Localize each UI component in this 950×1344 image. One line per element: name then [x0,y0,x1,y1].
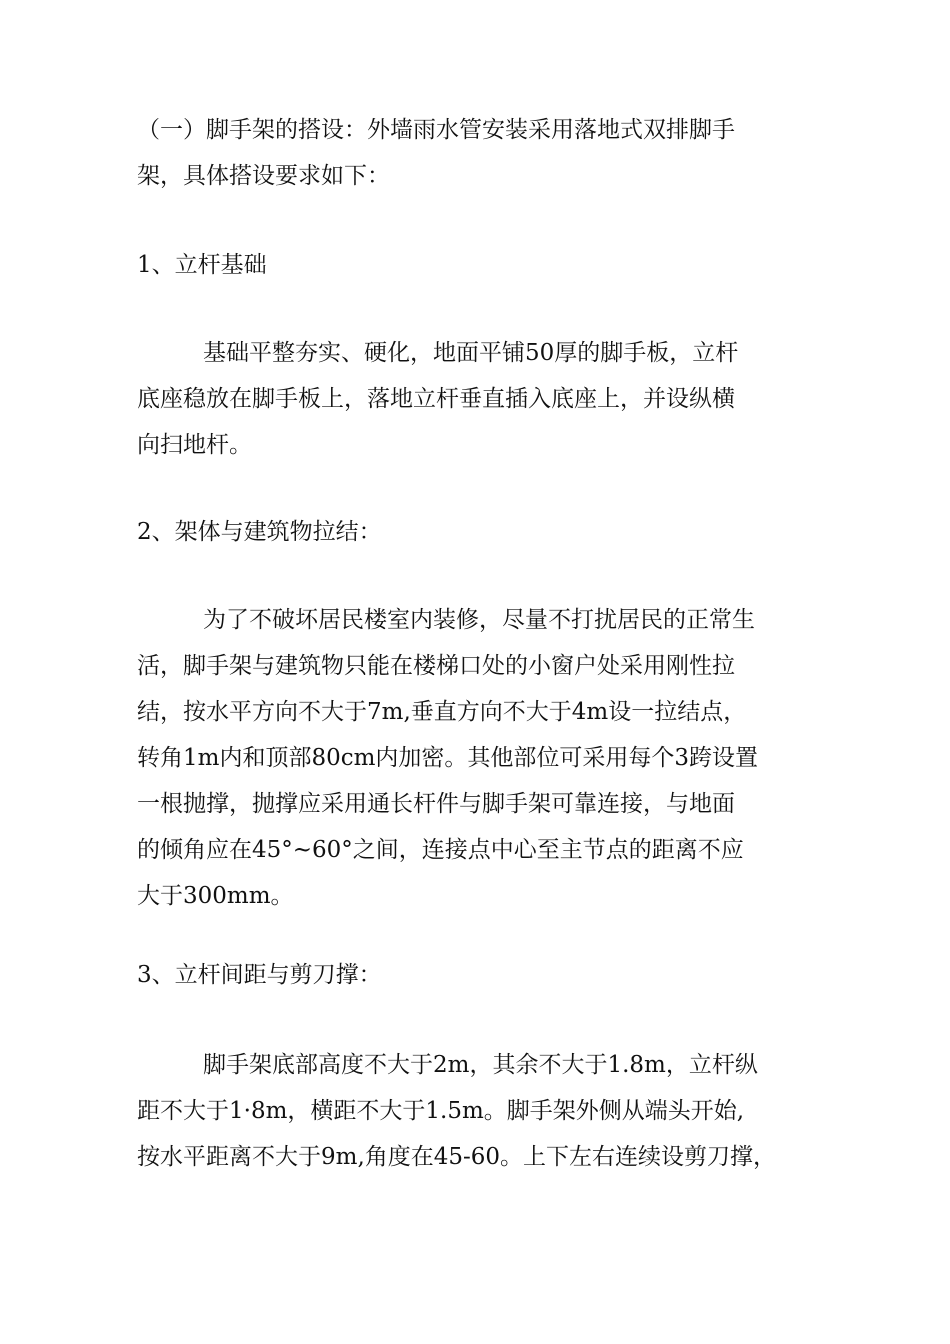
text-line: 架，具体搭设要求如下： [137,163,390,189]
text-line: 为了不破坏居民楼室内装修，尽量不打扰居民的正常生 [203,607,755,633]
text-line: 大于300mm。 [137,883,294,909]
paragraph-1 [137,330,827,468]
heading-text: 2、架体与建筑物拉结： [137,519,382,545]
text-line: 底座稳放在脚手板上，落地立杆垂直插入底座上，并设纵横 [137,386,735,412]
text-line: 转角1m内和顶部80cm内加密。其他部位可采用每个3跨设置 [137,745,759,771]
text-line: 按水平距离不大于9m,角度在45-60。上下左右连续设剪刀撑， [137,1144,777,1170]
section-intro-paragraph [137,107,827,199]
heading-1 [137,242,827,288]
paragraph-3 [137,1042,827,1180]
text-line: 向扫地杆。 [137,432,252,458]
paragraph-2 [137,597,827,919]
heading-text: 3、立杆间距与剪刀撑： [137,962,382,988]
text-line: 一根抛撑，抛撑应采用通长杆件与脚手架可靠连接，与地面 [137,791,735,817]
text-line: （一）脚手架的搭设：外墙雨水管安装采用落地式双排脚手 [137,117,735,143]
text-line: 结，按水平方向不大于7m,垂直方向不大于4m设一拉结点， [137,699,747,725]
text-line: 活，脚手架与建筑物只能在楼梯口处的小窗户处采用刚性拉 [137,653,735,679]
text-line: 距不大于1·8m，横距不大于1.5m。脚手架外侧从端头开始, [137,1098,745,1124]
text-line: 基础平整夯实、硬化，地面平铺50厚的脚手板，立杆 [203,340,739,366]
text-line: 的倾角应在45°~60°之间，连接点中心至主节点的距离不应 [137,837,744,863]
heading-2 [137,509,827,555]
text-line: 脚手架底部高度不大于2m，其余不大于1.8m，立杆纵 [203,1052,758,1078]
heading-3 [137,952,827,998]
heading-text: 1、立杆基础 [137,252,267,278]
